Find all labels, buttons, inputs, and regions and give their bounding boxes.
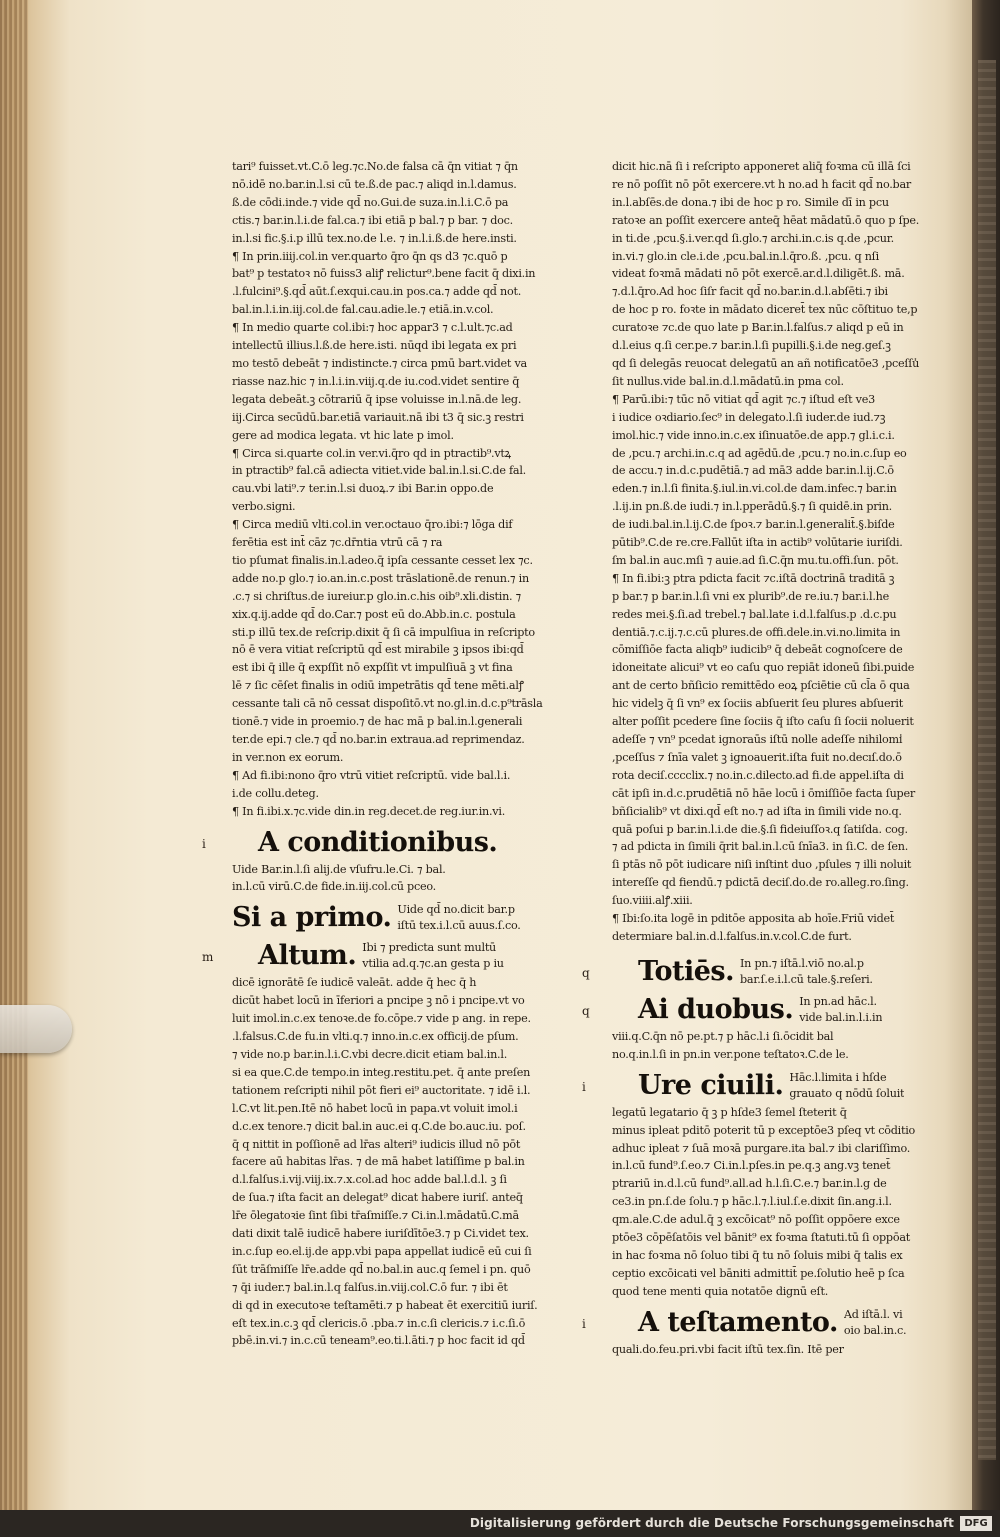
text-line: Uide Bar.in.l.ſi alij.de vſufru.le.Ci. ⁊ bal. <box>232 862 446 876</box>
text-line: ¶ Circa mediū vlti.col.in ver.octauo q̄ro.ibi:⁊ lōga dif <box>232 518 513 532</box>
text-line: qd ſi delegās reuocat delegatū an añ notificatōe3 ,pceſſu̾ <box>612 356 920 370</box>
text-line: quali.do.feu.pri.vbi facit iſtū tex.ſin. Itē per <box>612 1342 844 1356</box>
text-line: lē ⁊ ſic cēſet finalis in odiū impetrātis qd̄ tene mēti.alꝭ <box>232 679 524 693</box>
text-line: ptrariū in.d.l.cū fund⁹.all.ad h.l.ſi.C.e.⁊ bar.in.l.g de <box>612 1177 887 1191</box>
text-line: q̄ q nittit in poſſionē ad lr̄as alteri⁹ iudicis illud nō pōt <box>232 1137 521 1151</box>
text-line: dicē ignorātē ſe iudicē valeāt. adde q̄ hec q̄ h <box>232 976 477 990</box>
text-line: quā poſui p bar.in.l.i.de die.§.ſi fideiuſſoꝛ.q ſatiſda. cog. <box>612 822 908 836</box>
text-line: in ptractib⁹ fal.cā adiecta vitiet.vide bal.in.l.si.C.de fal. <box>232 464 526 478</box>
heading-ure-ciuili <box>582 1069 946 1102</box>
section-heading: Totiēs. <box>638 955 735 987</box>
right-after-heading4 <box>612 1341 946 1359</box>
text-line: eſt tex.in.c.ꝫ qd̄ clericis.ō .pba.⁊ in.c.ſi clericis.⁊ i.c.ſi.ō <box>232 1316 526 1330</box>
left-after-heading1 <box>232 861 566 897</box>
section-heading: Ure ciuili. <box>638 1069 784 1101</box>
section-heading: A teſtamento. <box>638 1306 838 1338</box>
text-line: tationem reſcripti nihil pōt fieri ei⁹ auctoritate. ⁊ idē i.l. <box>232 1083 531 1097</box>
text-line: ferētia est int̄ cāz ⁊c.dr̄ntia vtrū cā ⁊ ra <box>232 536 443 550</box>
text-line: ¶ Parū.ibi:⁊ tūc nō vitiat qd̄ agit ⁊c.⁊ iſtud eſt ve3 <box>612 392 875 406</box>
text-line: d.l.eius q.ſi cer.pe.⁊ bar.in.l.ſi pupilli.§.i.de neg.geſ.ꝫ <box>612 339 891 353</box>
heading-side-line: vtilia ad.q.⁊c.an gesta p iu <box>362 957 504 971</box>
text-line: ¶ Ad fi.ibi:nono q̄ro vtrū vitiet reſcriptū. vide bal.l.i. <box>232 768 511 782</box>
text-line: lr̄e ōlegatoꝛie ſint ſibi tr̄aſmiſſe.⁊ Ci.in.l.mādatū.C.mā <box>232 1209 519 1223</box>
heading-toties <box>582 955 946 988</box>
left-paragraphs-b <box>232 974 566 1350</box>
heading-si-a-primo <box>232 902 566 934</box>
text-line: verbo.signi. <box>232 500 296 514</box>
text-line: de accu.⁊ in.d.c.pudētiā.⁊ ad mā3 adde bar.in.l.ij.C.ō <box>612 464 894 478</box>
text-line: i iudice oꝛdiario.ſec⁹ in delegato.l.ſi iuder.de iud.⁊ꝫ <box>612 410 886 424</box>
right-paragraphs-a <box>612 158 946 391</box>
text-line: in.l.abſēs.de dona.⁊ ibi de hoc p ro. Simile dī in pcu <box>612 195 889 209</box>
text-line: in.c.ſup eo.el.ij.de app.vbi papa appellat iudicē eū cui ſi <box>232 1244 532 1258</box>
text-line: d.c.ex tenore.⁊ dicit bal.in auc.ei q.C.de bo.auc.iu. poſ. <box>232 1119 526 1133</box>
text-line: determiare bal.in.d.l.falſus.in.v.col.C.de furt. <box>612 929 852 943</box>
text-line: ¶ In fi.ibi:ꝫ ptra pdicta facit ⁊c.iſtā doctrinā traditā ꝫ <box>612 571 895 585</box>
footer-bar <box>0 1510 1000 1537</box>
text-line: legatū legatario q̄ ꝫ p hſde3 ſemel ſteterit q̄ <box>612 1105 847 1119</box>
heading-side-line: vide bal.in.l.i.in <box>799 1010 883 1024</box>
text-line: ¶ Ibi:ſo.ita logē in pditōe apposita ab hoīe.Friū videt̄ <box>612 912 895 926</box>
text-line: .l.ij.in pn.ß.de iudi.⁊ in.l.pperādū.§.⁊ ſi quidē.in prin. <box>612 500 892 514</box>
text-line: viii.q.C.q̄n nō pe.pt.⁊ p hāc.l.i ſi.ōcidit bal <box>612 1029 834 1043</box>
next-page-edge <box>972 0 1000 1510</box>
text-line: videat foꝛmā mādati nō pōt exercē.ar.d.l.diligēt.ß. mā. <box>612 267 905 281</box>
text-line: alter poſſit pcedere ſine ſociis q̄ iſto caſu ſi ſocii noluerit <box>612 715 914 729</box>
text-line: de iudi.bal.in.l.ij.C.de ſpoꝛ.⁊ bar.in.l.generalit̄.§.biſde <box>612 518 895 532</box>
heading-ai-duobus <box>582 993 946 1026</box>
text-line: ¶ In medio quarte col.ibi:⁊ hoc appar3 ⁊ c.l.ult.⁊c.ad <box>232 321 513 335</box>
heading-side-line: In pn.ad hāc.l. <box>799 994 877 1008</box>
text-line: .l.fulcini⁹.§.qd̄ aūt.ſ.exqui.cau.in pos.ca.⁊ adde qd̄ not. <box>232 285 521 299</box>
margin-letter: i <box>582 1079 586 1094</box>
text-line: idoneitate alicui⁹ vt eo caſu quo repiāt idoneū ſibi.puide <box>612 661 915 675</box>
text-line: di qd in executoꝛe teſtamēti.⁊ p habeat ēt exercitiū iuriſ. <box>232 1298 538 1312</box>
text-line: ant de certo bñſicio remittēdo eoꝝ pſciētie cū cl̄a ō qua <box>612 679 910 693</box>
text-line: ſūt trāſmiſſe lr̄e.adde qd̄ no.bal.in auc.q ſemel i pn. quō <box>232 1262 531 1276</box>
text-line: bat⁹ p testatoꝛ nō fuiss3 aliꝭ relictur⁹.bene facit q̄ dixi.in <box>232 267 536 281</box>
text-line: tari⁹ fuisset.vt.C.ō leg.⁊c.No.de falsa cā q̄n vitiat ⁊ q̄n <box>232 160 518 173</box>
text-line: cau.vbi lati⁹.⁊ ter.in.l.si duoꝝ.⁊ ibi Bar.in oppo.de <box>232 482 494 496</box>
text-line: luit imol.in.c.ex tenoꝛe.de fo.cōpe.⁊ vide p ang. in repe. <box>232 1012 531 1026</box>
heading-side-line: Hāc.l.limita i hſde <box>789 1070 887 1084</box>
text-line: ⁊ vide no.p bar.in.l.i.C.vbi decre.dicit etiam bal.in.l. <box>232 1047 507 1061</box>
heading-side-line: Uide qd̄ no.dicit bar.p <box>397 903 515 917</box>
text-line: curatoꝛe ⁊c.de quo late p Bar.in.l.falſus.⁊ aliqd p eū in <box>612 321 904 335</box>
text-line: i.de collu.deteg. <box>232 786 319 800</box>
text-line: in.vi.⁊ glo.in cle.i.de ,pcu.bal.in.l.q̄ro.ß. ,pcu. q nſi <box>612 249 879 263</box>
text-line: in.l.cū virū.C.de fide.in.iij.col.cū pceo. <box>232 880 436 894</box>
text-line: xix.q.ij.adde qd̄ do.Car.⁊ post eū do.Abb.in.c. postula <box>232 607 516 621</box>
text-line: ceptio excōicati vel bāniti admittit̄ pe.ſolutio heē p ſca <box>612 1266 905 1280</box>
text-line: ſit nullus.vide bal.in.d.l.mādatū.in pma col. <box>612 374 844 388</box>
margin-letter: q <box>582 1003 590 1018</box>
text-line: ſi ptās nō pōt iudicare niſi inſtint duo ,pſules ⁊ illi noluit <box>612 858 912 872</box>
left-text-column <box>202 158 566 1350</box>
text-line: nō.idē no.bar.in.l.si cū te.ß.de pac.⁊ aliqd in.l.damus. <box>232 177 517 191</box>
book-clip <box>0 1005 72 1053</box>
text-line: pbē.in.vi.⁊ in.c.cū teneam⁹.eo.ti.l.āti.⁊ p hoc facit id qd̄ <box>232 1334 525 1348</box>
text-line: l.C.vt lit.pen.Itē nō habet locū in papa.vt voluit imol.i <box>232 1101 518 1115</box>
heading-a-testamento <box>582 1306 946 1339</box>
text-line: quod tene menti quia notatōe dignū eſt. <box>612 1284 828 1298</box>
text-line: .l.falsus.C.de fu.in vlti.q.⁊ inno.in.c.ex officij.de pſum. <box>232 1030 519 1044</box>
text-line: de ,pcu.⁊ archi.in.c.q ad agēdū.de ,pcu.⁊ no.in.c.ſup eo <box>612 446 907 460</box>
text-line: dicūt habet locū in īferiori a pncipe ꝫ nō i pncipe.vt vo <box>232 994 525 1008</box>
text-line: ⁊ q̄i iuder.⁊ bal.in.l.q falſus.in.viij.col.C.ō fur. ⁊ ibi ēt <box>232 1280 508 1294</box>
text-line: ¶ In prin.iiij.col.in ver.quarto q̄ro q̄n qs d3 ⁊c.quō p <box>232 249 508 263</box>
text-line: bñſicialib⁹ vt dixi.qd̄ eſt no.⁊ ad iſta in ſimili vide no.q. <box>612 804 902 818</box>
text-line: tio pſumat finalis.in.l.adeo.q̄ ipſa cessante cesset lex ⁊c. <box>232 553 533 567</box>
text-line: cessante tali cā nō cessat dispoſitō.vt no.gl.in.d.c.p⁹trāsla <box>232 697 543 711</box>
text-line: ⁊.d.l.q̄ro.Ad hoc ſiſr facit qd̄ no.bar.in.d.l.abſēti.⁊ ibi <box>612 285 888 299</box>
text-line: ſuo.viiii.alꝭ.xiii. <box>612 894 693 908</box>
text-line: ¶ In fi.ibi.x.⁊c.vide din.in reg.decet.de reg.iur.in.vi. <box>232 804 506 818</box>
text-line: pūtib⁹.C.de re.cre.Fallūt iſta in actib⁹ volūtarie iuriſdi. <box>612 536 903 550</box>
section-heading: Ai duobus. <box>638 993 794 1025</box>
text-line: de hoc p ro. foꝛte in mādato diceret̄ tex nūc cōſtituo te,p <box>612 303 918 317</box>
text-line: in.l.cū fund⁹.ſ.eo.⁊ Ci.in.l.pſes.in pe.q.ꝫ ang.vꝫ tenet̄ <box>612 1159 891 1173</box>
text-line: eden.⁊ in.l.ſi finita.§.iul.in.vi.col.de dam.infec.⁊ bar.in <box>612 482 897 496</box>
text-line: iij.Circa secūdū.bar.etiā variauit.nā ibi t3 q̄ sic.ꝫ restri <box>232 410 524 424</box>
heading-side-line: grauato q nōdū ſoluit <box>789 1086 905 1100</box>
text-line: in.l.si fic.§.i.p illū tex.no.de l.e. ⁊ in.l.i.ß.de here.insti. <box>232 231 517 245</box>
right-after-heading3 <box>612 1104 946 1301</box>
text-line: de ſua.⁊ iſta facit an delegat⁹ dicat habere iuriſ. anteq̄ <box>232 1191 523 1205</box>
text-line: ce3.in pn.ſ.de ſolu.⁊ p hāc.l.⁊.l.iul.ſ.e.dixit ſin.ang.i.l. <box>612 1195 892 1209</box>
text-line: cāt ipſi in.d.c.prudētiā nō hāe locū i ōmiſſiōe facta ſuper <box>612 786 915 800</box>
text-line: intereſſe qd fiendū.⁊ pdictā deciſ.do.de ro.alleg.ro.ſing. <box>612 876 909 890</box>
text-line: bal.in.l.i.in.iij.col.de fal.cau.adie.le.⁊ etiā.in.v.col. <box>232 303 494 317</box>
text-line: dentiā.⁊.c.ij.⁊.c.cū plures.de offi.dele.in.vi.no.limita in <box>612 625 901 639</box>
page-edges <box>0 0 28 1510</box>
text-line: tionē.⁊ vide in proemio.⁊ de hac mā p bal.in.l.generali <box>232 715 523 729</box>
text-line: adde no.p glo.⁊ io.an.in.c.post trāslationē.de renun.⁊ in <box>232 571 529 585</box>
text-line: hic videlꝫ q̄ ſi vn⁹ ex ſociis abſuerit ſeu plures abſuerit <box>612 697 904 711</box>
text-line: d.l.falſus.i.vij.viij.ix.⁊.x.col.ad hoc adde bal.l.d.l. ꝫ ſi <box>232 1173 507 1187</box>
margin-letter: q <box>582 965 590 980</box>
margin-letter: i <box>202 836 206 851</box>
text-line: ctis.⁊ bar.in.l.i.de fal.ca.⁊ ibi etiā p bal.⁊ p bar. ⁊ doc. <box>232 213 513 227</box>
text-line: sti.p illū tex.de reſcrip.dixit q̄ ſi cā impulſiua in reſcripto <box>232 625 535 639</box>
text-line: p bar.⁊ p bar.in.l.ſi vni ex plurib⁹.de re.iu.⁊ bar.i.l.he <box>612 589 889 603</box>
heading-side-line: Ibi ⁊ predicta sunt multū <box>362 941 497 955</box>
text-line: .c.⁊ si chriſtus.de iureiur.p glo.in.c.his oib⁹.xli.distin. ⁊ <box>232 589 521 603</box>
text-line: facere aū habitas lr̄as. ⁊ de mā habet latiſſime p bal.in <box>232 1155 525 1169</box>
heading-side-line: oio bal.in.c. <box>843 1323 907 1337</box>
text-line: est ibi q̄ ille q̄ expſſit nō expſſit vt impulſiuā ꝫ vt fina <box>232 661 513 675</box>
section-heading: Altum. <box>258 940 357 972</box>
right-paragraphs-c <box>612 570 946 910</box>
text-line: in ver.non ex eorum. <box>232 750 344 764</box>
text-line: si ea que.C.de tempo.in integ.restitu.pet. q̄ ante preſen <box>232 1065 531 1079</box>
section-heading: Si a primo. <box>232 902 392 934</box>
section-heading: A conditionibus. <box>258 826 498 858</box>
heading-altum <box>202 940 566 972</box>
text-line: minus ipleat pditō poterit tū p exceptōe3 pſeq vt cōditio <box>612 1123 916 1137</box>
right-after-heading2 <box>612 1028 946 1064</box>
text-line: intellectū illius.l.ß.de here.isti. nūqd ibi legata ex pri <box>232 339 517 353</box>
text-line: in ti.de ,pcu.§.i.ver.qd ſi.glo.⁊ archi.in.c.is q.de ,pcur. <box>612 231 894 245</box>
text-line: redes mei.§.ſi.ad trebel.⁊ bal.late i.d.l.falſus.p .d.c.pu <box>612 607 897 621</box>
right-paragraphs-d <box>612 910 946 946</box>
text-line: mo testō debeāt ⁊ indistincte.⁊ circa pmū bart.videt va <box>232 356 527 370</box>
text-line: re nō poſſit nō pōt exercere.vt h no.ad h facit qd̄ no.bar <box>612 177 911 191</box>
text-line: dati dixit talē iudicē habere iuriſdītōe3.⁊ p Ci.videt tex. <box>232 1227 529 1241</box>
heading-a-conditionibus <box>202 826 566 859</box>
margin-letter: i <box>582 1316 586 1331</box>
right-text-column <box>582 158 946 1359</box>
margin-letter: m <box>202 950 214 965</box>
text-line: ſm bal.in auc.mſi ⁊ auie.ad ſi.C.q̄n mu.tu.offi.ſun. pōt. <box>612 553 899 567</box>
left-paragraphs-a <box>232 158 566 821</box>
text-line: cōmiſſiōe facta aliqb⁹ iudicib⁹ q̄ debeāt cognoſcere de <box>612 643 903 657</box>
text-line: ratoꝛe an poſſit exercere anteq̄ hēat mādatū.ō quo p ſpe. <box>612 213 920 227</box>
heading-side-line: bar.ſ.e.i.l.cū tale.§.reſeri. <box>740 972 873 986</box>
text-line: adeſſe ⁊ vn⁹ pcedat ignoraūs iſtū nolle adeſſe nihilomi̾ <box>612 733 903 746</box>
text-line: ¶ Circa si.quarte col.in ver.vi.q̄ro qd in ptractib⁹.vtꝝ <box>232 446 511 460</box>
heading-side-line: iſtū tex.i.l.cū auus.ſ.co. <box>397 919 521 933</box>
text-line: ptōe3 cōpēſatōis vel bānit⁹ ex foꝛma ſtatuti.tū ſi oppōat <box>612 1231 910 1245</box>
heading-side-line: In pn.⁊ iſtā.l.viō no.al.p <box>740 956 864 970</box>
text-line: dicit hic.nā ſi i reſcripto apponeret aliq̄ foꝛma cū illā ſci <box>612 160 911 173</box>
text-line: ,pceſſus ⁊ ſnīa valet ꝫ ignoauerit.iſta fuit no.decıſ.do.ō <box>612 750 902 764</box>
text-line: in hac foꝛma nō ſoluo tibi q̄ tu nō ſoluis mibi q̄ talis ex <box>612 1248 903 1262</box>
text-line: adhuc ipleat ⁊ ſuā moꝛā purgare.ita bal.⁊ ibi clariſſimo. <box>612 1141 911 1155</box>
text-line: no.q.in.l.ſi in pn.in ver.pone teſtatoꝛ.C.de le. <box>612 1047 849 1061</box>
text-line: gere ad modica legata. vt hic late p imol. <box>232 428 454 442</box>
text-line: qm.ale.C.de adul.q̄ ꝫ excōicat⁹ nō poſſit oppōere exce <box>612 1213 900 1227</box>
text-line: nō ē vera vitiat reſcriptū qd̄ est mirabile ꝫ ipsos ibi:qd̄ <box>232 643 524 657</box>
text-line: ter.de epi.⁊ cle.⁊ qd̄ no.bar.in extraua.ad reprimendaz. <box>232 733 525 746</box>
footer-credit: Digitalisierung gefördert durch die Deutsche Forschungsgemeinschaft <box>469 1516 954 1530</box>
dfg-logo: DFG <box>960 1516 992 1531</box>
heading-side-line: Ad iſtā.l. vi <box>843 1307 903 1321</box>
text-line: rota deciſ.cccclix.⁊ no.in.c.dilecto.ad fi.de appel.iſta di <box>612 768 904 782</box>
text-line: legata debeāt.ꝫ cōtrariū q̄ ipse voluisse in.l.nā.de leg. <box>232 392 522 406</box>
text-line: ß.de cōdi.inde.⁊ vide qd̄ no.Gui.de suza.in.l.i.C.ō pa <box>232 195 509 209</box>
text-line: riasse naz.hic ⁊ in.l.i.in.viij.q.de iu.cod.videt sentire q̄ <box>232 374 520 388</box>
text-line: ⁊ ad pdicta in ſimili q̄rit bal.in.l.cū ſnīa3. in ſi.C. de ſen. <box>612 840 909 854</box>
right-paragraphs-b <box>612 391 946 570</box>
text-line: imol.hic.⁊ vide inno.in.c.ex iſinuatōe.de app.⁊ gl.i.c.i. <box>612 428 895 442</box>
